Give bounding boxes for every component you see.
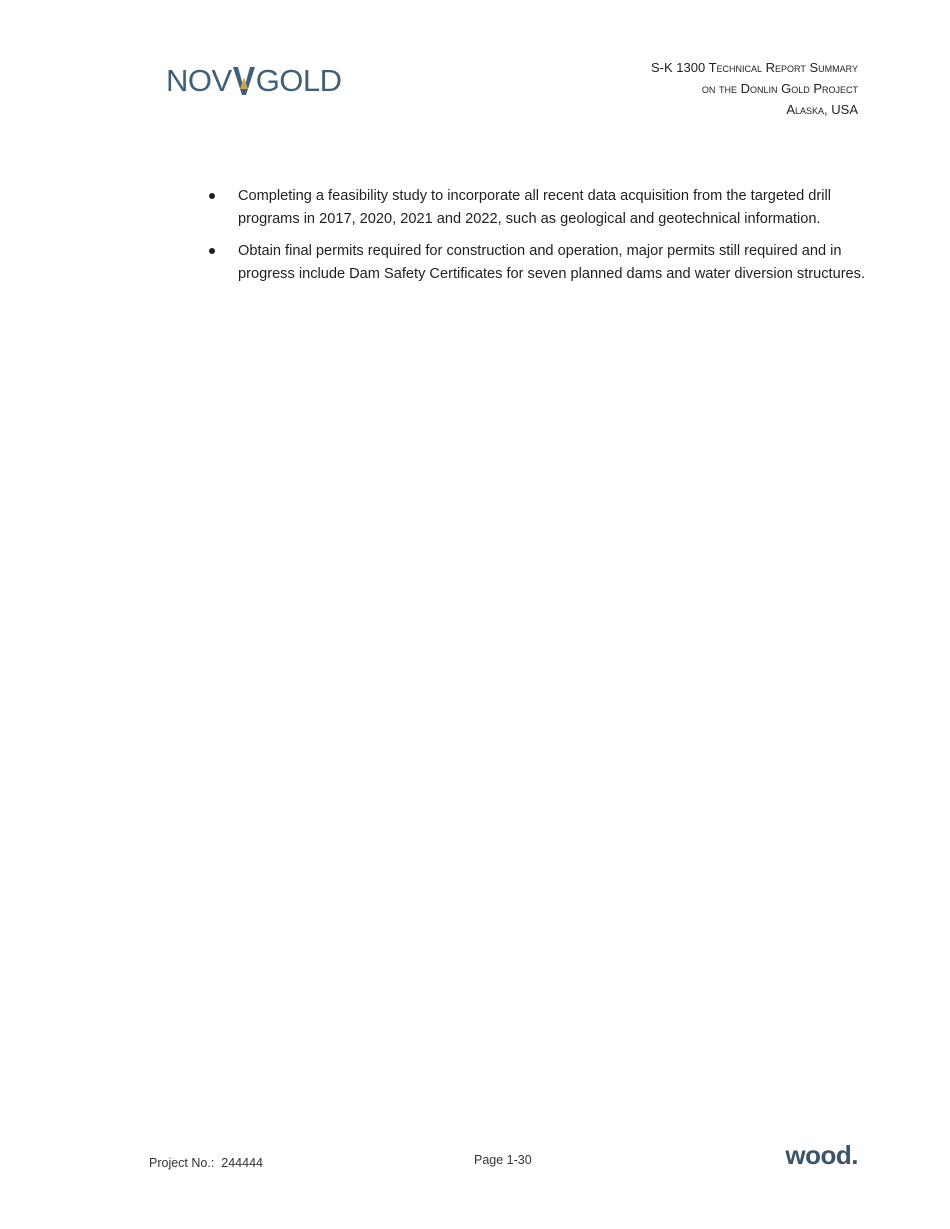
project-label: Project No.: bbox=[149, 1156, 215, 1170]
bullet-text: Completing a feasibility study to incorporate all recent data acquisition from the targeted drill programs in 2017, 2020, 2021 and 2022, such as geological and geotechnical information. bbox=[238, 188, 831, 227]
report-header bbox=[651, 57, 858, 120]
bullet-dot-icon bbox=[209, 193, 215, 199]
wood-logo: wood. bbox=[785, 1140, 858, 1170]
report-title-line2: on the Donlin Gold Project bbox=[701, 81, 858, 96]
novagold-logo bbox=[166, 64, 342, 98]
footer-page-number: Page 1-30 bbox=[474, 1153, 532, 1167]
bullet-dot-icon bbox=[209, 248, 215, 254]
bullet-item bbox=[207, 240, 867, 286]
footer-project-number bbox=[149, 1156, 263, 1170]
bullet-list bbox=[207, 185, 867, 286]
report-title-line1: S-K 1300 Technical Report Summary bbox=[651, 60, 858, 75]
logo-v-mark-icon bbox=[233, 67, 255, 95]
bullet-text: Obtain final permits required for construction and operation, major permits still required and in progress include Dam Safety Certificates for seven planned dams and water diversion structures. bbox=[238, 243, 866, 282]
report-title-line3: Alaska, USA bbox=[786, 102, 858, 117]
logo-text-before: NOV bbox=[166, 63, 232, 98]
body-content bbox=[207, 185, 867, 295]
bullet-item bbox=[207, 185, 867, 231]
logo-text bbox=[166, 64, 342, 98]
project-number: 244444 bbox=[221, 1156, 263, 1170]
logo-text-after: GOLD bbox=[255, 63, 342, 98]
